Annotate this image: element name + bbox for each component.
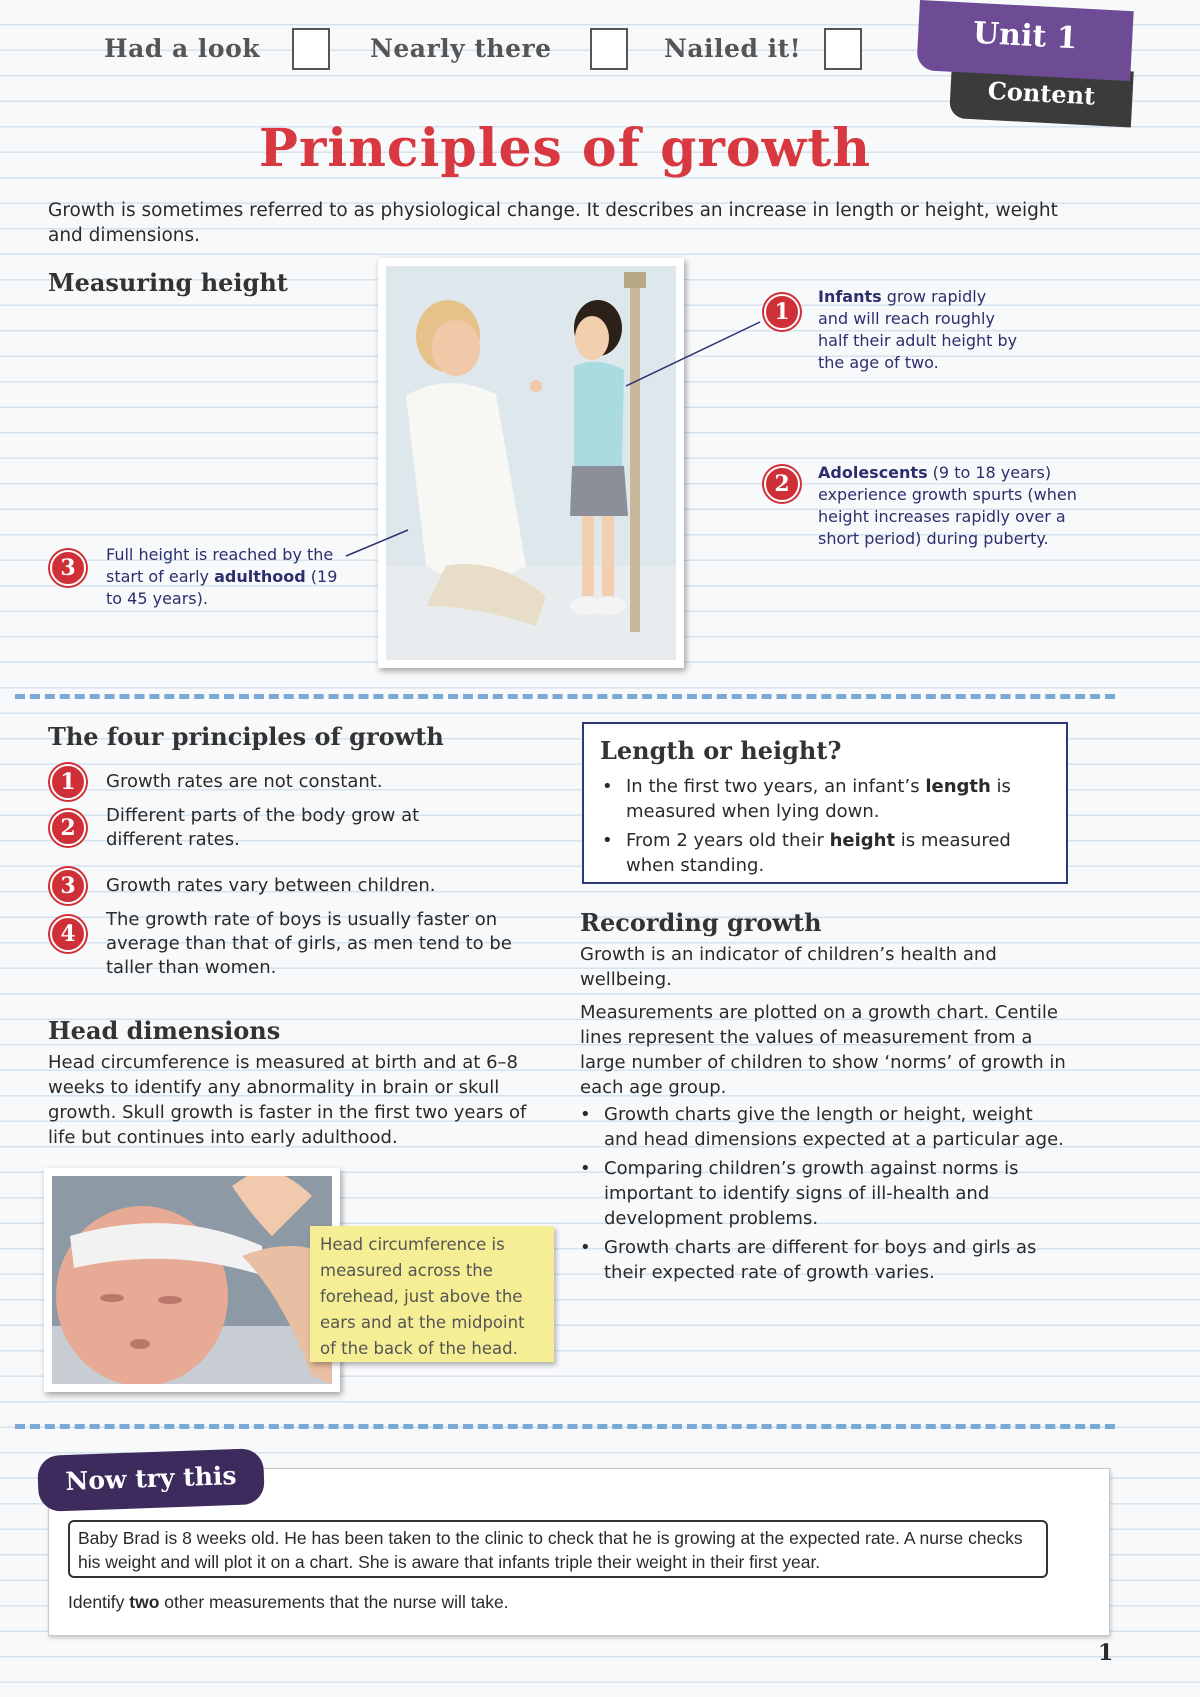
recording-growth-list: [580, 1102, 1070, 1285]
height-bullet-post: is measured when standing.: [626, 830, 1011, 876]
callout-number-1: 1: [764, 294, 800, 330]
principle-text-3: Growth rates vary between children.: [106, 875, 436, 896]
principle-text-1: Growth rates are not constant.: [106, 771, 383, 792]
now-try-this-tab: Now try this: [37, 1448, 265, 1512]
principle-text-4: The growth rate of boys is usually faster on average than that of girls, as men tend to be taller than women.: [106, 909, 512, 978]
question-post: other measurements that the nurse will take.: [159, 1592, 509, 1612]
callout-line-3: [346, 530, 408, 556]
bullet-icon: •: [602, 776, 613, 797]
question-pre: Identify: [68, 1592, 130, 1612]
section-divider: [15, 694, 1115, 699]
baby-measurement-illustration: [52, 1176, 332, 1384]
question-bold: two: [129, 1592, 160, 1612]
length-or-height-box: [582, 722, 1068, 884]
head-dimensions-text: Head circumference is measured at birth and at 6–8 weeks to identify any abnormality in brain or skull growth. Skull growth is faster in the first two years of life but continues into early adulthood.: [48, 1052, 527, 1148]
callout-adolescents: [818, 462, 1078, 550]
recording-growth-heading: Recording growth: [580, 908, 822, 937]
callout-line-1: [626, 322, 760, 386]
page-title: Principles of growth: [258, 118, 872, 179]
callout-adulthood-post: (19 to 45 years).: [106, 567, 338, 608]
recording-growth-p2: Measurements are plotted on a growth chart. Centile lines represent the values of measurement from a large number of children to show ‘norms’ of growth in each age group.: [580, 1002, 1066, 1098]
unit-tab: Unit 1: [916, 0, 1133, 81]
principle-number-4: 4: [50, 916, 86, 952]
checkbox-label-nearly-there: Nearly there: [370, 34, 552, 63]
principle-number-1: 1: [50, 764, 86, 800]
checkbox-label-nailed-it: Nailed it!: [664, 34, 802, 63]
list-item: • Comparing children’s growth against norms is important to identify signs of ill-health and development problems.: [580, 1158, 1019, 1229]
recording-growth-p1: Growth is an indicator of children’s health and wellbeing.: [580, 944, 997, 990]
list-item: [602, 828, 1052, 878]
page-number: 1: [1098, 1640, 1114, 1666]
callout-adolescents-text: (9 to 18 years) experience growth spurts (when height increases rapidly over a short period) during puberty.: [818, 463, 1077, 548]
four-principles-heading: The four principles of growth: [48, 722, 444, 751]
principle-text-2: Different parts of the body grow at different rates.: [106, 805, 420, 850]
callout-number-2: 2: [764, 466, 800, 502]
callout-adulthood-bold: adulthood: [214, 567, 306, 586]
callout-adulthood-pre: Full height is reached by the start of early: [106, 545, 334, 586]
length-bullet-bold: length: [925, 776, 991, 797]
measuring-height-heading: Measuring height: [48, 268, 288, 297]
callout-infants-text: grow rapidly and will reach roughly half their adult height by the age of two.: [818, 287, 1018, 372]
list-item: • Growth charts are different for boys and girls as their expected rate of growth varies.: [580, 1237, 1037, 1283]
height-bullet-pre: From 2 years old their: [626, 830, 830, 851]
callout-number-3: 3: [50, 550, 86, 586]
baby-head-photo: [44, 1168, 340, 1392]
length-bullet-post: is measured when lying down.: [626, 776, 1011, 822]
list-item: • Growth charts give the length or height, weight and head dimensions expected at a particular age.: [580, 1104, 1064, 1150]
principle-number-3: 3: [50, 868, 86, 904]
bullet-icon: •: [602, 830, 613, 851]
callout-adolescents-bold: Adolescents: [818, 463, 928, 482]
length-or-height-heading: Length or height?: [600, 736, 842, 765]
bullet-icon: •: [580, 1104, 591, 1125]
callout-adulthood: [106, 544, 354, 610]
head-dimensions-heading: Head dimensions: [48, 1016, 281, 1045]
bullet-icon: •: [580, 1237, 591, 1258]
height-bullet-bold: height: [829, 830, 896, 851]
section-divider: [15, 1424, 1115, 1429]
checkbox-label-had-a-look: Had a look: [104, 34, 261, 63]
section-tab: Content: [949, 62, 1134, 127]
callout-infants-bold: Infants: [818, 287, 882, 306]
callout-infants: [818, 286, 1018, 374]
head-circumference-note: Head circumference is measured across the forehead, just above the ears and at the midpoint of the back of the head.: [310, 1226, 554, 1362]
question-text: [68, 1592, 509, 1613]
list-item: [602, 774, 1052, 824]
scenario-box: Baby Brad is 8 weeks old. He has been taken to the clinic to check that he is growing at the expected rate. A nurse checks his weight and will plot it on a chart. She is aware that infants triple their weight in their first year.: [68, 1520, 1048, 1578]
bullet-icon: •: [580, 1158, 591, 1179]
intro-text: Growth is sometimes referred to as physiological change. It describes an increase in length or height, weight and dimensions.: [48, 200, 1058, 246]
length-bullet-pre: In the first two years, an infant’s: [626, 776, 926, 797]
principle-number-2: 2: [50, 810, 86, 846]
